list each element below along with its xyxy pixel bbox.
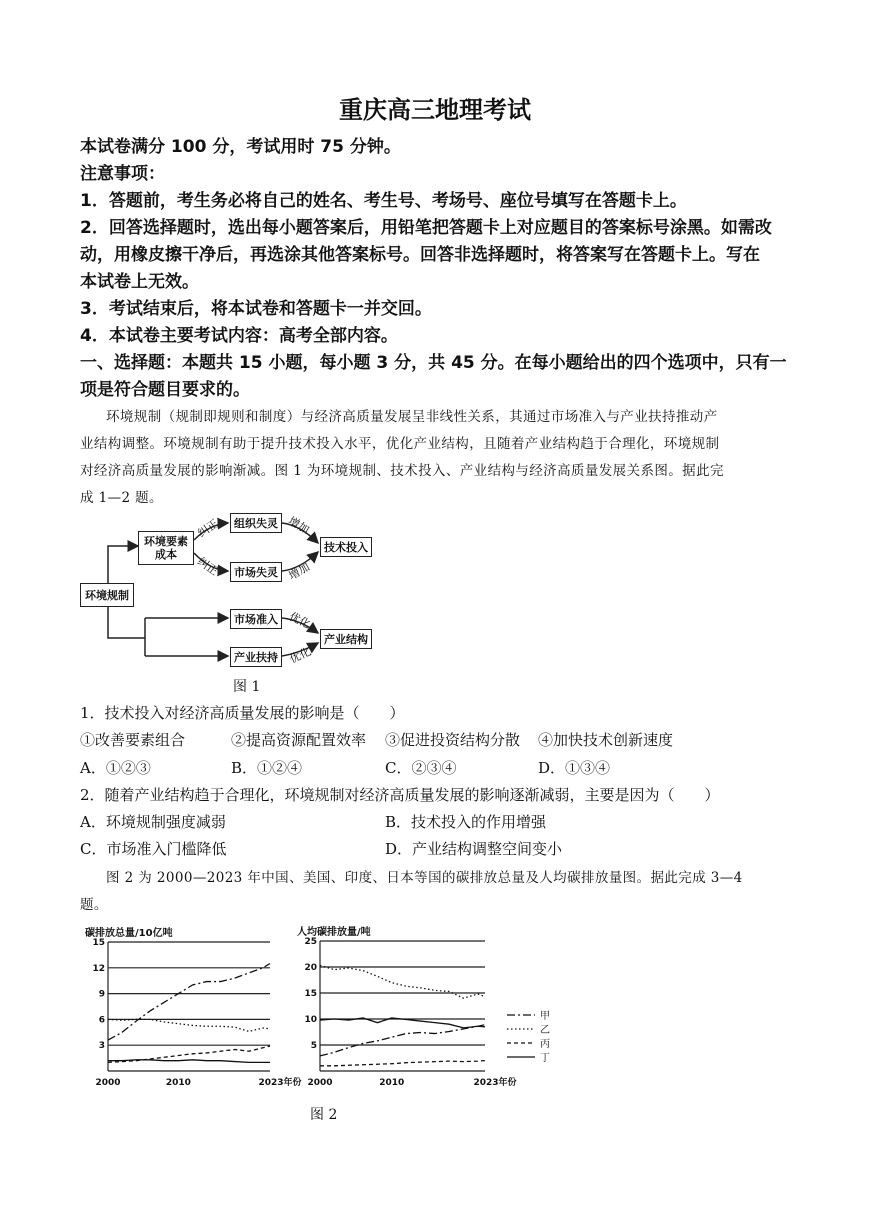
q1-item: ④加快技术创新速度: [538, 731, 674, 749]
y-axis-label: 人均碳排放量/吨: [297, 927, 371, 938]
node-environmental-regulation: 环境规制: [80, 583, 134, 607]
node-industry-support: 产业扶持: [230, 647, 282, 667]
section-heading: 项是符合题目要求的。: [80, 380, 250, 400]
q1-item: ①改善要素组合: [80, 731, 186, 749]
y-tick-label: 25: [304, 937, 317, 947]
passage-line: 题。: [80, 897, 108, 913]
q2-option: B．技术投入的作用增强: [385, 813, 547, 831]
series-line: [320, 1025, 485, 1056]
node-industrial-structure: 产业结构: [320, 629, 372, 649]
q2-option: A．环境规制强度减弱: [80, 813, 226, 831]
notice-item: 本试卷上无效。: [80, 272, 199, 292]
notice-item: 3．考试结束后，将本试卷和答题卡一并交回。: [80, 299, 432, 319]
node-technology-input: 技术投入: [320, 537, 372, 557]
y-tick-label: 15: [304, 989, 317, 999]
node-environmental-cost: 环境要素 成本: [138, 531, 194, 565]
passage-line: 图 2 为 2000—2023 年中国、美国、印度、日本等国的碳排放总量及人均碳排放量图。据此完成 3—4: [106, 870, 743, 886]
node-market-access: 市场准入: [230, 609, 282, 629]
y-axis-label: 碳排放总量/10亿吨: [85, 928, 173, 939]
q2-option: C．市场准入门槛降低: [80, 840, 227, 858]
x-tick-label: 2010: [379, 1078, 405, 1088]
figure2-caption: 图 2: [310, 1107, 338, 1123]
node-organization-failure: 组织失灵: [230, 513, 282, 533]
legend-label: 丁: [540, 1053, 550, 1064]
q1-item: ③促进投资结构分散: [385, 731, 521, 749]
notice-item: 4．本试卷主要考试内容：高考全部内容。: [80, 326, 398, 346]
y-tick-label: 3: [98, 1041, 105, 1052]
notice-heading: 注意事项：: [80, 164, 165, 184]
node-market-failure: 市场失灵: [230, 562, 282, 582]
notice-item: 动，用橡皮擦干净后，再选涂其他答案标号。回答非选择题时，将答案写在答题卡上。写在: [80, 245, 760, 265]
x-tick-label: 2023年份: [473, 1078, 517, 1088]
q1-option: C．②③④: [385, 759, 457, 777]
y-tick-label: 15: [92, 938, 105, 948]
exam-info: 本试卷满分 100 分，考试用时 75 分钟。: [80, 137, 401, 157]
legend-label: 甲: [540, 1011, 550, 1022]
x-tick-label: 2010: [165, 1078, 191, 1088]
q1-option: D．①③④: [538, 759, 611, 777]
edge-label-correct: 纠正: [195, 516, 222, 541]
series-line: [320, 1061, 485, 1066]
y-tick-label: 10: [304, 1015, 317, 1025]
y-tick-label: 20: [304, 963, 317, 973]
legend-label: 乙: [540, 1025, 550, 1036]
question-1-stem: 1．技术投入对经济高质量发展的影响是（ ）: [80, 704, 405, 722]
q1-option: A．①②③: [80, 759, 151, 777]
edge-label-increase: 增加: [286, 560, 313, 583]
passage-line: 对经济高质量发展的影响渐减。图 1 为环境规制、技术投入、产业结构与经济高质量发展关系图。据此完: [80, 463, 724, 479]
y-tick-label: 9: [98, 989, 105, 1000]
q1-option: B．①②④: [231, 759, 303, 777]
passage-line: 业结构调整。环境规制有助于提升技术投入水平，优化产业结构，且随着产业结构趋于合理化，环境规制: [80, 436, 720, 452]
edge-label-optimize: 优化: [287, 609, 313, 631]
notice-item: 2．回答选择题时，选出每小题答案后，用铅笔把答题卡上对应题目的答案标号涂黑。如需改: [80, 218, 772, 238]
passage-line: 成 1—2 题。: [80, 490, 163, 506]
edge-label-correct: 纠正: [194, 554, 221, 579]
y-tick-label: 12: [92, 963, 105, 974]
series-line: [108, 1019, 270, 1031]
x-tick-label: 2023年份: [258, 1078, 302, 1088]
edge-label-optimize: 优化: [287, 644, 313, 666]
notice-item: 1．答题前，考生务必将自己的姓名、考生号、考场号、座位号填写在答题卡上。: [80, 191, 687, 211]
question-2-stem: 2．随着产业结构趋于合理化，环境规制对经济高质量发展的影响逐渐减弱，主要是因为（ ）: [80, 786, 720, 804]
passage-line: 环境规制（规制即规则和制度）与经济高质量发展呈非线性关系，其通过市场准入与产业扶持推动产: [106, 409, 718, 425]
series-line: [108, 964, 270, 1041]
section-heading: 一、选择题：本题共 15 小题，每小题 3 分，共 45 分。在每小题给出的四个选项中，只有一: [80, 353, 787, 373]
page-title: 重庆高三地理考试: [339, 96, 531, 124]
legend-label: 丙: [540, 1039, 550, 1050]
edge-label-increase: 增加: [285, 514, 312, 537]
figure1-caption: 图 1: [233, 679, 261, 695]
y-tick-label: 5: [310, 1041, 317, 1051]
x-tick-label: 2000: [95, 1078, 121, 1088]
q1-item: ②提高资源配置效率: [231, 731, 367, 749]
x-tick-label: 2000: [307, 1078, 333, 1088]
y-tick-label: 6: [98, 1015, 105, 1026]
q2-option: D．产业结构调整空间变小: [385, 840, 563, 858]
